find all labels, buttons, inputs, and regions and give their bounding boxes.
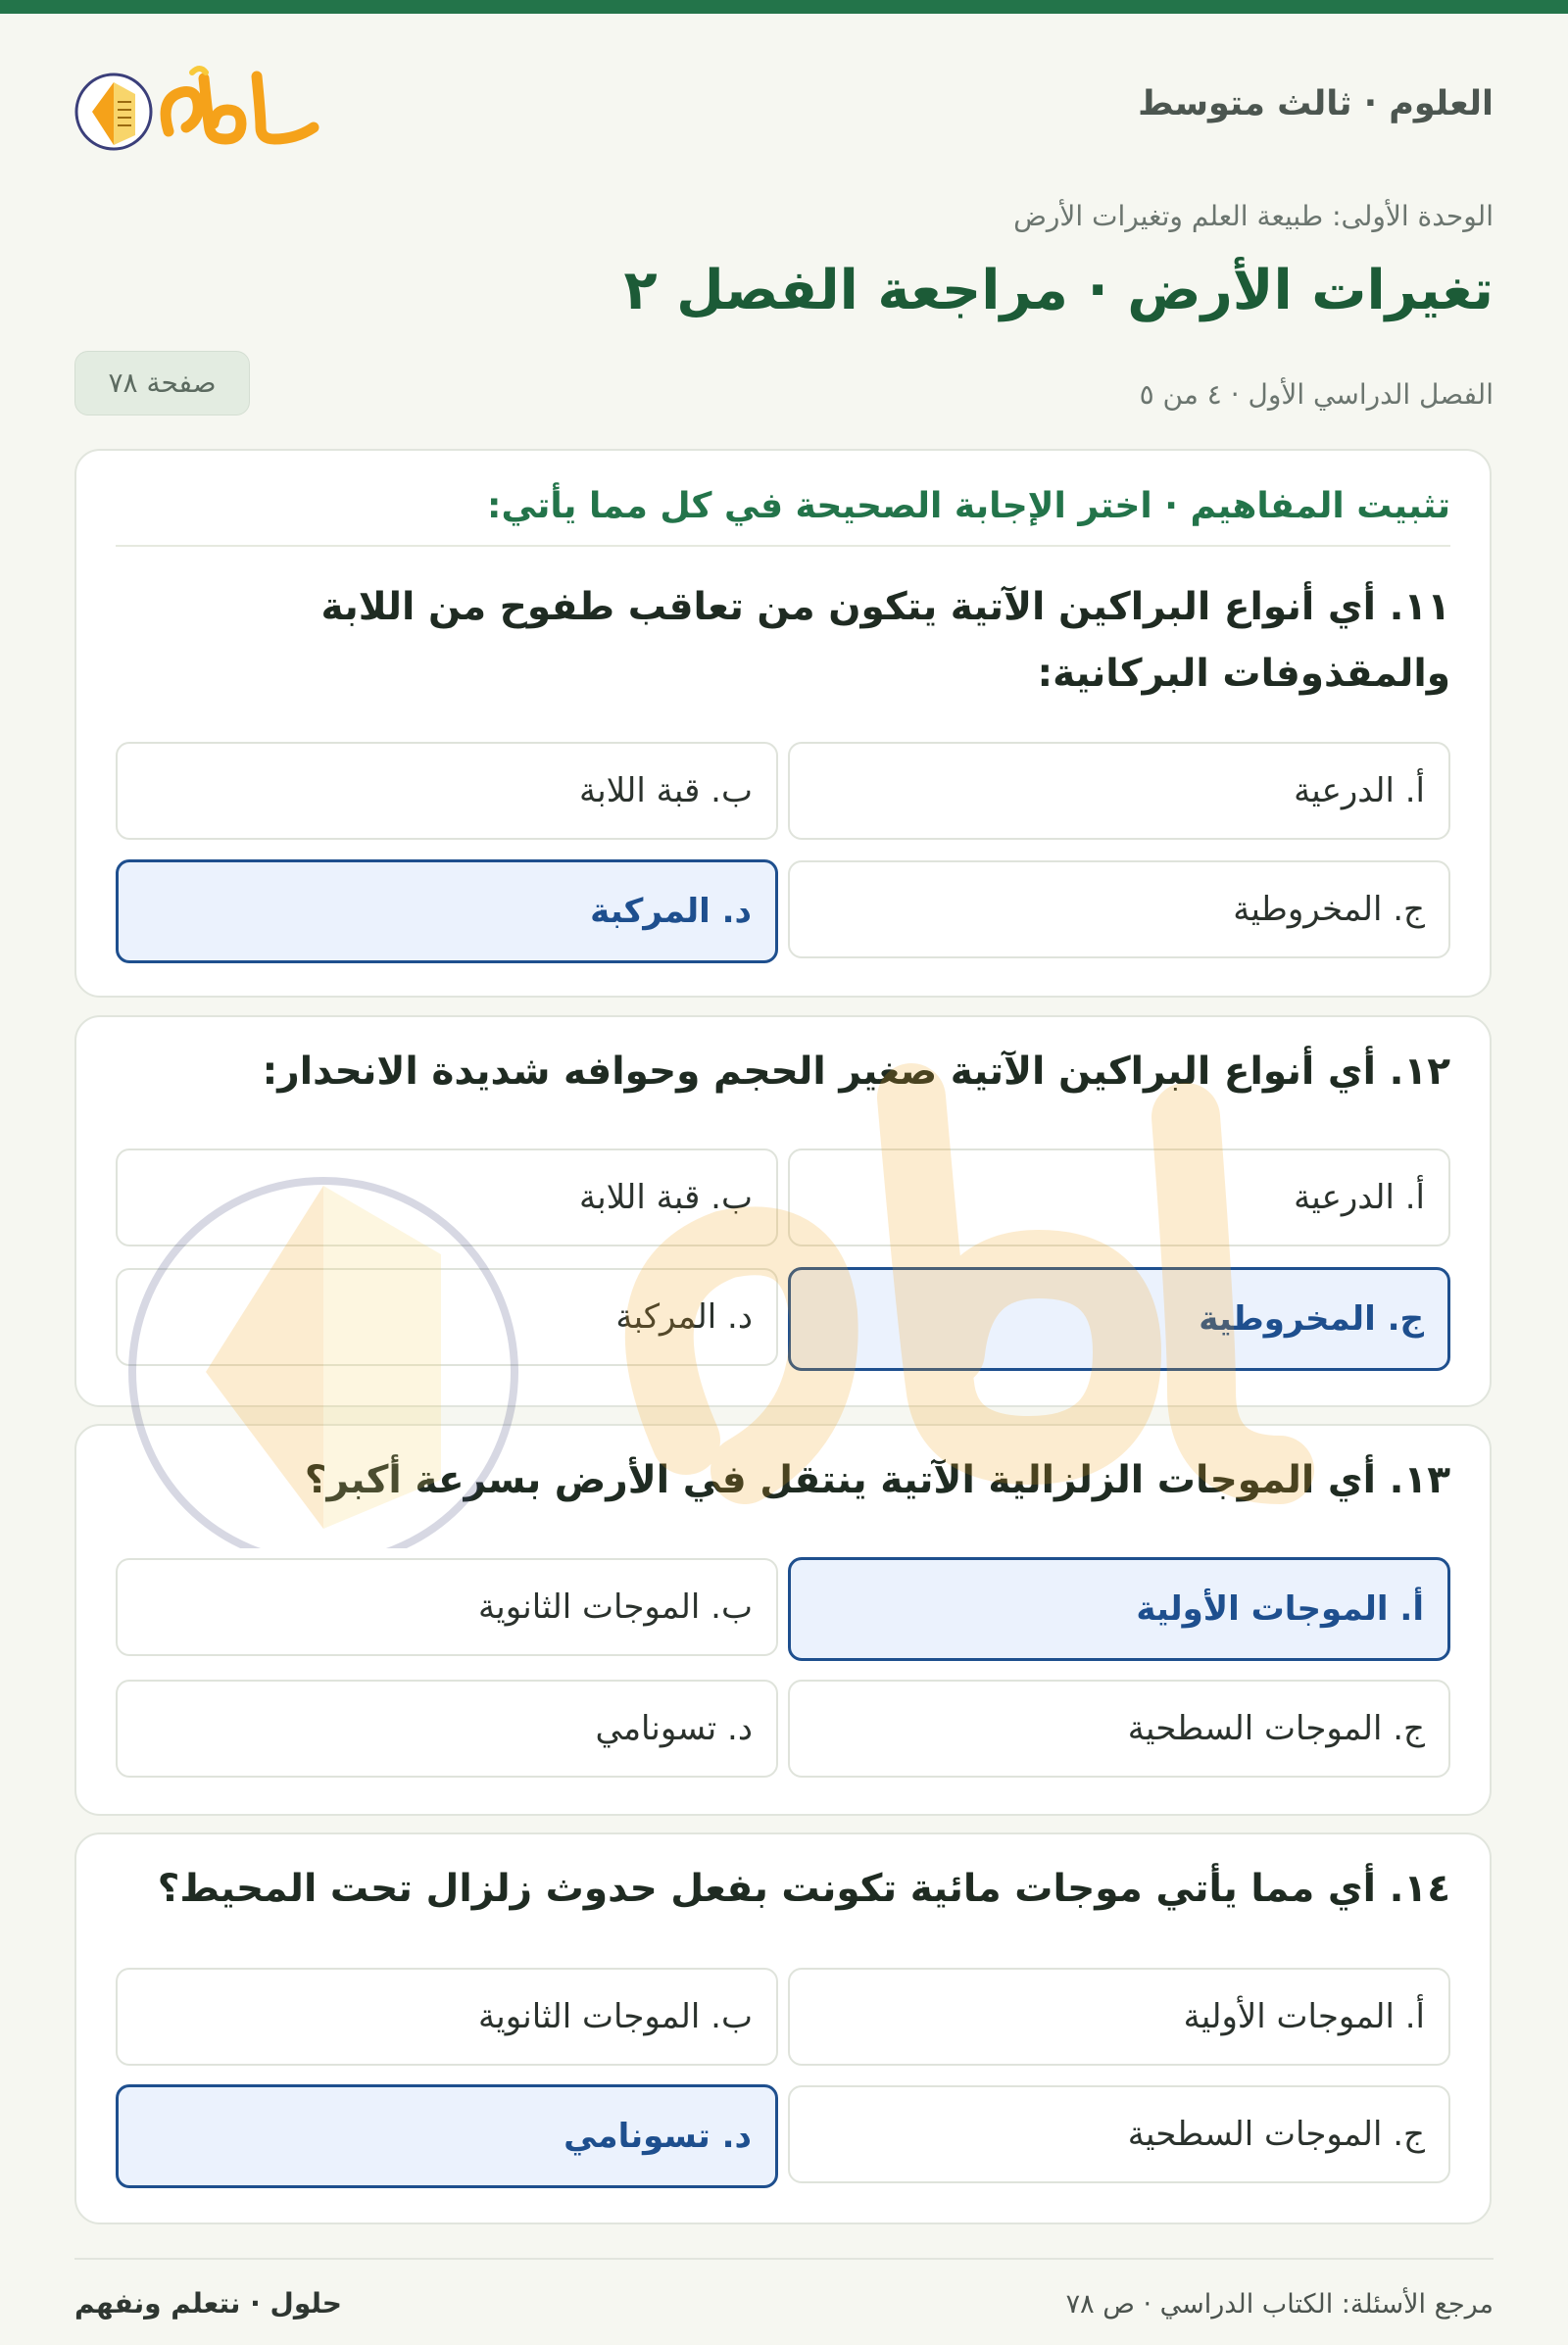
option-a[interactable]: أ. الدرعية	[788, 742, 1450, 840]
page-title: تغيرات الأرض · مراجعة الفصل ٢	[623, 259, 1494, 322]
footer-reference: مرجع الأسئلة: الكتاب الدراسي · ص ٧٨	[1065, 2289, 1494, 2320]
hulul-logo[interactable]	[74, 55, 339, 163]
question-text: ١١. أي أنواع البراكين الآتية يتكون من تعاقب طفوح من اللابة والمقذوفات البركانية:	[320, 585, 1450, 696]
option-b[interactable]: ب. قبة اللابة	[116, 742, 778, 840]
semester-label: الفصل الدراسي الأول · ٤ من ٥	[1139, 378, 1494, 411]
top-accent-bar	[0, 0, 1568, 14]
page-number-badge: صفحة ٧٨	[74, 351, 250, 415]
option-c[interactable]: ج. الموجات السطحية	[788, 1680, 1450, 1778]
option-b[interactable]: ب. الموجات الثانوية	[116, 1558, 778, 1656]
option-c-correct[interactable]: ج. المخروطية	[788, 1267, 1450, 1371]
section-divider	[116, 545, 1450, 547]
question-card-13	[74, 1424, 1492, 1816]
option-d[interactable]: د. المركبة	[116, 1268, 778, 1366]
footer-divider	[74, 2258, 1494, 2260]
page	[74, 14, 1494, 2320]
option-b[interactable]: ب. الموجات الثانوية	[116, 1968, 778, 2066]
subject-label: العلوم · ثالث متوسط	[1138, 84, 1494, 123]
unit-label: الوحدة الأولى: طبيعة العلم وتغيرات الأرض	[1013, 200, 1494, 232]
question-card-14	[74, 1832, 1492, 2224]
option-a-correct[interactable]: أ. الموجات الأولية	[788, 1557, 1450, 1661]
option-a[interactable]: أ. الدرعية	[788, 1148, 1450, 1246]
option-a[interactable]: أ. الموجات الأولية	[788, 1968, 1450, 2066]
footer-brand: حلول · نتعلم ونفهم	[74, 2287, 342, 2320]
option-c[interactable]: ج. الموجات السطحية	[788, 2085, 1450, 2183]
question-text: ١٤. أي مما يأتي موجات مائية تكونت بفعل حدوث زلزال تحت المحيط؟	[157, 1867, 1450, 1911]
section-title: تثبيت المفاهيم · اختر الإجابة الصحيحة في كل مما يأتي:	[487, 486, 1450, 526]
question-card-12	[74, 1015, 1492, 1407]
option-d[interactable]: د. تسونامي	[116, 1680, 778, 1778]
question-card-11	[74, 449, 1492, 998]
option-c[interactable]: ج. المخروطية	[788, 860, 1450, 958]
option-b[interactable]: ب. قبة اللابة	[116, 1148, 778, 1246]
header	[74, 14, 1494, 196]
question-text: ١٣. أي الموجات الزلزالية الآتية ينتقل في الأرض بسرعة أكبر؟	[304, 1458, 1450, 1502]
question-text: ١٢. أي أنواع البراكين الآتية صغير الحجم وحوافه شديدة الانحدار:	[262, 1050, 1450, 1094]
option-d-correct[interactable]: د. المركبة	[116, 859, 778, 963]
option-d-correct[interactable]: د. تسونامي	[116, 2084, 778, 2188]
